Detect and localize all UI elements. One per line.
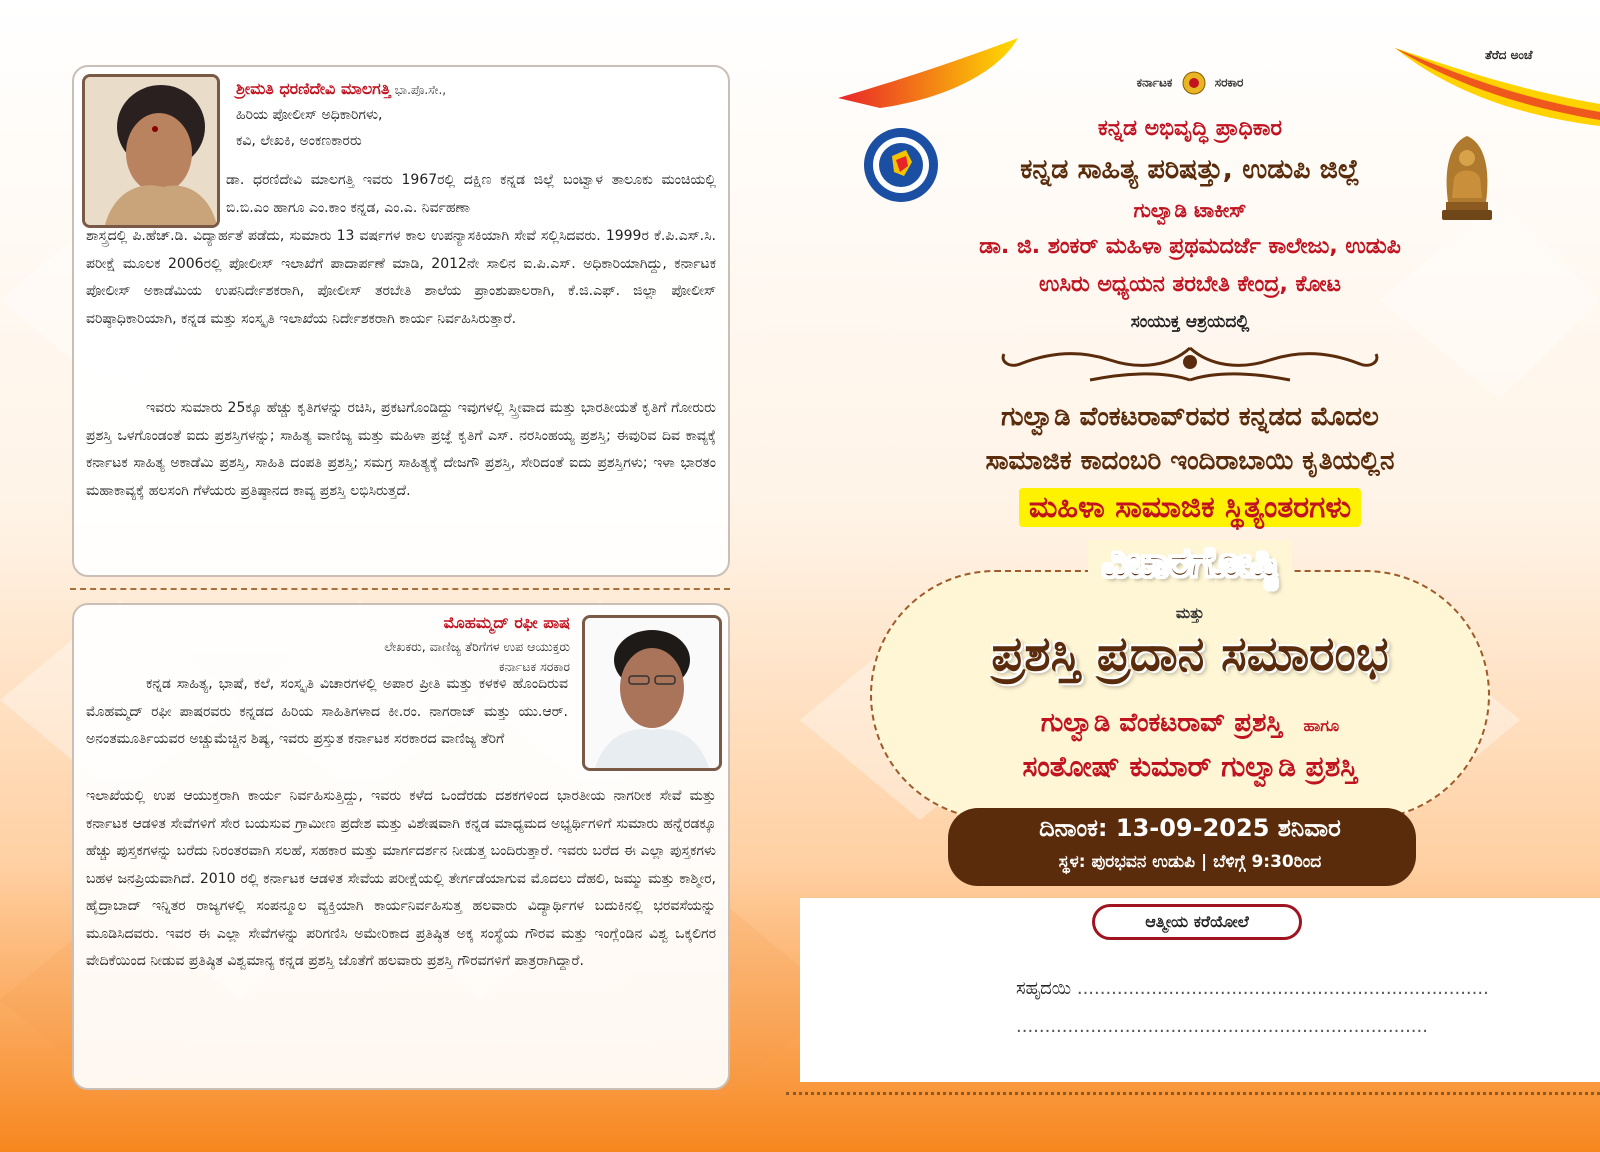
portrait-rafi-pasha [582, 615, 722, 771]
organizer-usiru: ಉಸಿರು ಅಧ್ಯಯನ ತರಬೇತಿ ಕೇಂದ್ರ, ಕೋಟ [1039, 272, 1341, 297]
person-name: ಮೊಹಮ್ಮದ್ ರಫೀ ಪಾಷ [443, 613, 570, 632]
award-row-1 [840, 708, 1540, 739]
govt-label-left: ಕರ್ನಾಟಕ [1136, 75, 1173, 90]
recipient-label: ಸಹೃದಯಿ [1016, 978, 1072, 999]
award-and: ಹಾಗೂ [1303, 716, 1340, 735]
event-award-ceremony: ಪ್ರಶಸ್ತಿ ಪ್ರದಾನ ಸಮಾರಂಭ [991, 626, 1389, 682]
date-label: ದಿನಾಂಕ: [1039, 814, 1108, 842]
joint-auspices: ಸಂಯುಕ್ತ ಆಶ್ರಯದಲ್ಲಿ [1130, 312, 1250, 332]
organizer-gulwadi-talkies: ಗುಲ್ವಾಡಿ ಟಾಕೀಸ್ [1133, 198, 1247, 222]
govt-label-right: ಸರಕಾರ [1214, 75, 1244, 90]
dashed-divider [70, 588, 730, 590]
date-value: 13-09-2025 ಶನಿವಾರ [1115, 814, 1341, 842]
govt-emblem-row [840, 70, 1540, 96]
person-designation: ಲೇಖಕರು, ವಾಣಿಜ್ಯ ತೆರಿಗೆಗಳ ಉಪ ಆಯುಕ್ತರು [384, 639, 570, 654]
bio-intro: ಕನ್ನಡ ಸಾಹಿತ್ಯ, ಭಾಷೆ, ಕಲೆ, ಸಂಸ್ಕೃತಿ ವಿಚಾರಗಳಲ್ಲಿ ಅಪಾರ ಪ್ರೀತಿ ಮತ್ತು ಕಳಕಳಿ ಹೊಂದಿರುವ ಮೊಹಮ್ಮದ್ ರಫೀ ಪಾಷರವರು ಕನ್ನಡದ ಹಿರಿಯ ಸಾಹಿತಿಗಳಾದ ಕೀ.ರಂ. ನಾಗರಾಜ್ ಮತ್ತು ಯು.ಆರ್. ಅನಂತಮೂರ್ತಿಯವರ ಅಚ್ಚುಮೆಚ್ಚಿನ ಶಿಷ್ಯ, ಇವರು ಪ್ರಸ್ತುತ ಕರ್ನಾಟಕ ಸರಕಾರದ ವಾಣಿಜ್ಯ ತೆರಿಗೆ [86, 676, 568, 747]
event-seminar [840, 540, 1540, 586]
person-name-text: ಶ್ರೀಮತಿ ಧರಣಿದೇವಿ ಮಾಲಗತ್ತಿ [236, 79, 391, 98]
bottom-dotted-line [786, 1092, 1600, 1095]
and-label: ಮತ್ತು [1175, 604, 1205, 622]
postage-label: ತೆರೆದ ಅಂಚೆ [1485, 48, 1533, 62]
invite-badge: ಆತ್ಮೀಯ ಕರೆಯೋಲೆ [1092, 904, 1302, 940]
state-emblem-icon [1181, 70, 1207, 96]
ornament-divider-icon [990, 340, 1390, 386]
portrait-dharanidevi [82, 74, 220, 228]
topic-highlight [840, 488, 1540, 527]
topic-highlight-text: ಮಹಿಳಾ ಸಾಮಾಜಿಕ ಸ್ಥಿತ್ಯಂತರಗಳು [1019, 488, 1361, 527]
person-roles: ಕವಿ, ಲೇಖಕಿ, ಅಂಕಣಕಾರರು [236, 133, 362, 149]
invite-panel [800, 898, 1600, 1082]
person-org: ಕರ್ನಾಟಕ ಸರಕಾರ [498, 659, 570, 674]
bio-intro: ಡಾ. ಧರಣಿದೇವಿ ಮಾಲಗತ್ತಿ ಇವರು 1967ರಲ್ಲಿ ದಕ್ಷಿಣ ಕನ್ನಡ ಜಿಲ್ಲೆ ಬಂಟ್ವಾಳ ತಾಲೂಕು ಮಂಚಿಯಲ್ಲಿ ಬಿ.ಬಿ.ಎಂ ಹಾಗೂ ಎಂ.ಕಾಂ ಕನ್ನಡ, ಎಂ.ಎ. ನಿರ್ವಹಣಾ [226, 172, 716, 216]
topic-line-2: ಸಾಮಾಜಿಕ ಕಾದಂಬರಿ ಇಂದಿರಾಬಾಯಿ ಕೃತಿಯಲ್ಲಿನ [985, 446, 1395, 476]
bio-paragraph-2: ಇವರು ಸುಮಾರು 25ಕ್ಕೂ ಹೆಚ್ಚು ಕೃತಿಗಳನ್ನು ರಚಿಸಿ, ಪ್ರಕಟಗೊಂಡಿದ್ದು ಇವುಗಳಲ್ಲಿ ಸ್ತ್ರೀವಾದ ಮತ್ತು ಭಾರತೀಯತೆ ಕೃತಿಗೆ ಗೋರುರು ಪ್ರಶಸ್ತಿ ಒಳಗೊಂಡಂತೆ ಐದು ಪ್ರಶಸ್ತಿಗಳನ್ನು; ಸಾಹಿತ್ಯ ವಾಣಿಜ್ಯ ಮತ್ತು ಮಹಿಳಾ ಪ್ರಜ್ಞೆ ಕೃತಿಗೆ ಎಸ್. ನರಸಿಂಹಯ್ಯ ಪ್ರಶಸ್ತಿ; ಈವುರಿವ ದಿವ ಕಾವ್ಯಕ್ಕೆ ಕರ್ನಾಟಕ ಸಾಹಿತ್ಯ ಅಕಾಡೆಮಿ ಪ್ರಶಸ್ತಿ, ಸಾಹಿತಿ ದಂಪತಿ ಪ್ರಶಸ್ತಿ; ಸಮಗ್ರ ಸಾಹಿತ್ಯಕ್ಕೆ ದೇಜಗೌ ಪ್ರಶಸ್ತಿ, ಸೇರಿದಂತೆ ಐದು ಪ್ರಶಸ್ತಿಗಳು; ಇಳಾ ಭಾರತಂ ಮಹಾಕಾವ್ಯಕ್ಕೆ ಹಲಸಂಗಿ ಗೆಳೆಯರು ಪ್ರತಿಷ್ಠಾನದ ಕಾವ್ಯ ಪ್ರಶಸ್ತಿ ಲಭಿಸಿರುತ್ತದೆ. [86, 400, 716, 499]
bio-body: ಶಾಸ್ತ್ರದಲ್ಲಿ ಪಿ.ಹೆಚ್.ಡಿ. ವಿದ್ಯಾರ್ಹತೆ ಪಡೆದು, ಸುಮಾರು 13 ವರ್ಷಗಳ ಕಾಲ ಉಪನ್ಯಾಸಕಿಯಾಗಿ ಸೇವೆ ಸಲ್ಲಿಸಿದವರು. 1999ರ ಕೆ.ಪಿ.ಎಸ್.ಸಿ. ಪರೀಕ್ಷೆ ಮೂಲಕ 2006ರಲ್ಲಿ ಪೋಲೀಸ್ ಇಲಾಖೆಗೆ ಪಾದಾರ್ಪಣೆ ಮಾಡಿ, 2012ನೇ ಸಾಲಿನ ಐ.ಪಿ.ಎಸ್. ಅಧಿಕಾರಿಯಾಗಿದ್ದು, ಕರ್ನಾಟಕ ಪೋಲೀಸ್ ಅಕಾಡೆಮಿಯ ಉಪನಿರ್ದೇಶಕರಾಗಿ, ಪೋಲೀಸ್ ತರಬೇತಿ ಶಾಲೆಯ ಪ್ರಾಂಶುಪಾಲರಾಗಿ, ಕೆ.ಜಿ.ಎಫ್. ಜಿಲ್ಲಾ ಪೋಲೀಸ್ ವರಿಷ್ಠಾಧಿಕಾರಿಯಾಗಿ, ಕನ್ನಡ ಮತ್ತು ಸಂಸ್ಕೃತಿ ಇಲಾಖೆಯ ನಿರ್ದೇಶಕರಾಗಿ ಕಾರ್ಯ ನಿರ್ವಹಿಸಿರುತ್ತಾರೆ. [86, 228, 716, 327]
recipient-dots: ........................................................................ [1076, 978, 1489, 999]
event-seminar-text: ವಿಚಾರಗೋಷ್ಠಿ [1088, 540, 1292, 586]
person-name-suffix: ಭಾ.ಪೊ.ಸೇ., [394, 83, 447, 97]
organizer-kda: ಕನ್ನಡ ಅಭಿವೃದ್ಧಿ ಪ್ರಾಧಿಕಾರ [1097, 116, 1283, 141]
organizer-kasapa: ಕನ್ನಡ ಸಾಹಿತ್ಯ ಪರಿಷತ್ತು, ಉಡುಪಿ ಜಿಲ್ಲೆ [1020, 154, 1360, 185]
person-name [236, 79, 446, 99]
bio-body: ಇಲಾಖೆಯಲ್ಲಿ ಉಪ ಆಯುಕ್ತರಾಗಿ ಕಾರ್ಯ ನಿರ್ವಹಿಸುತ್ತಿದ್ದು, ಇವರು ಕಳೆದ ಒಂದೆರಡು ದಶಕಗಳಿಂದ ಭಾರತೀಯ ನಾಗರೀಕ ಸೇವೆ ಮತ್ತು ಕರ್ನಾಟಕ ಆಡಳಿತ ಸೇವೆಗಳಿಗೆ ಸೇರ ಬಯಸುವ ಗ್ರಾಮೀಣ ಪ್ರದೇಶ ಮತ್ತು ವಿಶೇಷವಾಗಿ ಕನ್ನಡ ಮಾಧ್ಯಮದ ಅಭ್ಯರ್ಥಿಗಳಿಗೆ ಸುಮಾರು ಹನ್ನೆರಡಕ್ಕೂ ಹೆಚ್ಚು ಪುಸ್ತಕಗಳನ್ನು ಬರೆದು ನಿರಂತರವಾಗಿ ಸಲಹೆ, ಸಹಕಾರ ಮತ್ತು ಮಾರ್ಗದರ್ಶನ ನೀಡುತ್ತ ಬಂದಿರುತ್ತಾರೆ. ಇವರು ಬರೆದ ಈ ಎಲ್ಲಾ ಪುಸ್ತಕಗಳು ಬಹಳ ಜನಪ್ರಿಯವಾಗಿದೆ. 2010 ರಲ್ಲಿ ಕರ್ನಾಟಕ ಆಡಳಿತ ಸೇವೆಯ ಪರೀಕ್ಷೆಯಲ್ಲಿ ತೇರ್ಗಡೆಯಾಗುವ ಮೊದಲು ದೆಹಲಿ, ಜಮ್ಮು ಮತ್ತು ಕಾಶ್ಮೀರ, ಹೈದ್ರಾಬಾದ್ ಇನ್ನಿತರ ರಾಜ್ಯಗಳಲ್ಲಿ ಸಂಪನ್ಮೂಲ ವ್ಯಕ್ತಿಯಾಗಿ ಕಾರ್ಯನಿರ್ವಹಿಸುತ್ತ ಹಲವಾರು ವಿದ್ಯಾರ್ಥಿಗಳ ಬದುಕಿನಲ್ಲಿ ಭರವಸೆಯನ್ನು ಮೂಡಿಸಿದವರು. ಇವರ ಈ ಎಲ್ಲಾ ಸೇವೆಗಳನ್ನು ಪರಿಗಣಿಸಿ ಅಮೇರಿಕಾದ ಪ್ರತಿಷ್ಠಿತ ಅಕ್ಕ ಸಂಸ್ಥೆಯ ಗೌರವ ಮತ್ತು ಇಂಗ್ಲೆಂಡಿನ ವಿಶ್ವ ಒಕ್ಕಲಿಗರ ವೇದಿಕೆಯಿಂದ ನೀಡುವ ಪ್ರತಿಷ್ಠಿತ ವಿಶ್ವಮಾನ್ಯ ಕನ್ನಡ ಪ್ರಶಸ್ತಿ ಜೊತೆಗೆ ಹಲವಾರು ಪ್ರಶಸ್ತಿ ಗೌರವಗಳಿಗೆ ಪಾತ್ರರಾಗಿದ್ದಾರೆ. [86, 788, 716, 969]
recipient-dots-line-2: ........................................................................ [1016, 1016, 1428, 1037]
award-1: ಗುಲ್ವಾಡಿ ವೆಂಕಟರಾವ್ ಪ್ರಶಸ್ತಿ [1040, 708, 1283, 738]
event-venue: ಸ್ಥಳ: ಪುರಭವನ ಉಡುಪಿ | ಬೆಳಿಗ್ಗೆ 9:30ರಿಂದ [1058, 852, 1322, 872]
person-designation: ಹಿರಿಯ ಪೋಲೀಸ್ ಅಧಿಕಾರಿಗಳು, [236, 107, 383, 123]
organizer-college: ಡಾ. ಜಿ. ಶಂಕರ್ ಮಹಿಳಾ ಪ್ರಥಮದರ್ಜೆ ಕಾಲೇಜು, ಉಡುಪಿ [979, 234, 1401, 259]
topic-line-1: ಗುಲ್ವಾಡಿ ವೆಂಕಟರಾವ್‌ರವರ ಕನ್ನಡದ ಮೊದಲ [1001, 402, 1379, 432]
event-date [840, 814, 1540, 842]
profile-card-rafi-pasha [72, 603, 730, 1090]
award-2: ಸಂತೋಷ್ ಕುಮಾರ್ ಗುಲ್ವಾಡಿ ಪ್ರಶಸ್ತಿ [1022, 750, 1358, 783]
recipient-row [1016, 978, 1489, 999]
profile-card-dharanidevi [72, 65, 730, 577]
